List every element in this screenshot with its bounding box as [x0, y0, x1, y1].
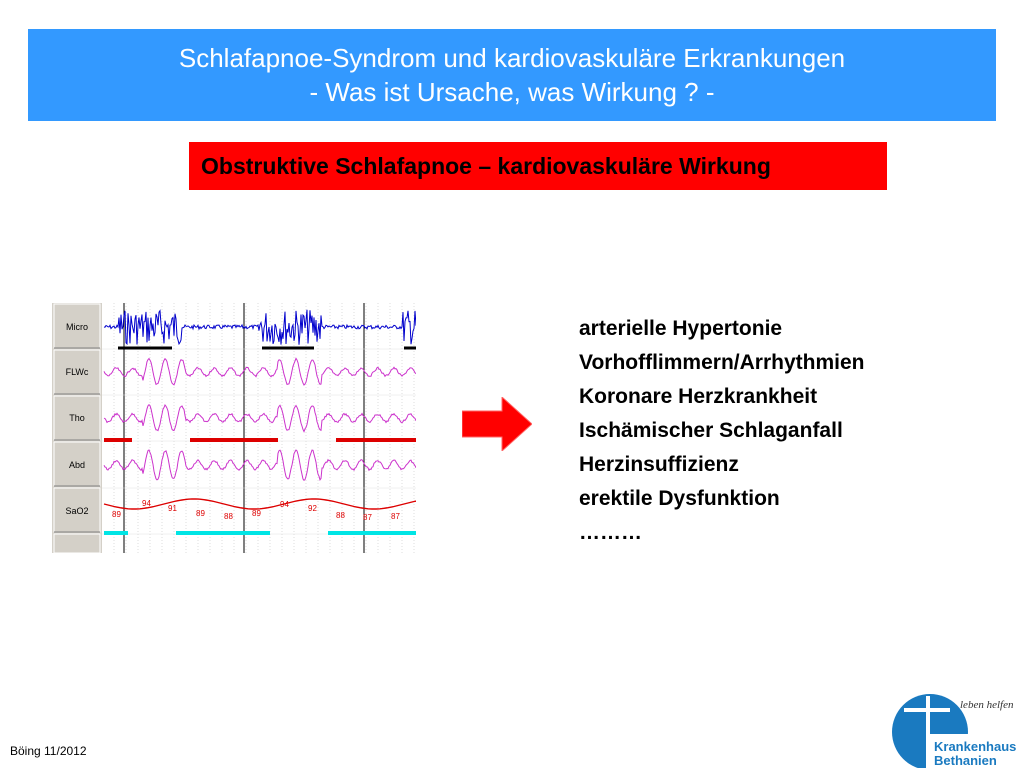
sao2-value: 92 — [308, 504, 317, 513]
sao2-value: 87 — [391, 512, 400, 521]
sao2-value: 87 — [363, 513, 372, 522]
thorax-trace — [104, 405, 416, 432]
channel-label: SaO2 — [65, 506, 89, 516]
sao2-value: 91 — [168, 504, 177, 513]
sao2-value: 88 — [336, 511, 345, 520]
list-item: Vorhofflimmern/Arrhythmien — [579, 351, 865, 374]
subtitle-banner — [189, 142, 887, 190]
channel-label: Tho — [69, 413, 85, 423]
flow-trace — [104, 358, 416, 385]
sao2-value: 89 — [112, 510, 121, 519]
polysomnography-svg — [52, 303, 416, 553]
micro-trace — [104, 310, 416, 345]
list-item: Ischämischer Schlaganfall — [579, 419, 843, 442]
right-arrow-icon — [462, 397, 532, 451]
abdomen-trace — [104, 450, 416, 480]
logo-slogan: leben helfen — [960, 699, 1014, 711]
channel-label: Micro — [66, 322, 88, 332]
sao2-value: 94 — [142, 499, 151, 508]
subtitle-text: Obstruktive Schlafapnoe – kardiovaskuläre Wirkung — [201, 152, 771, 179]
list-item: Koronare Herzkrankheit — [579, 385, 818, 408]
sao2-value: 94 — [280, 500, 289, 509]
sao2-value: 89 — [252, 509, 261, 518]
channel-label: FLWc — [65, 367, 89, 377]
title-line-1: Schlafapnoe-Syndrom und kardiovaskuläre Erkrankungen — [178, 43, 846, 73]
logo-name-line2: Bethanien — [934, 753, 997, 768]
list-item: erektile Dysfunktion — [579, 487, 780, 510]
effects-list — [579, 312, 864, 550]
channel-label: Abd — [68, 460, 86, 470]
hospital-logo — [890, 690, 1024, 768]
sao2-value: 89 — [196, 509, 205, 518]
list-item: ……… — [579, 521, 642, 544]
channel-button — [54, 534, 100, 553]
slide-title — [28, 29, 996, 121]
logo-cross-horizontal — [904, 708, 950, 712]
polysomnography-figure — [52, 303, 416, 553]
title-line-2: - Was ist Ursache, was Wirkung ? - — [309, 77, 715, 107]
footer-author-date: Böing 11/2012 — [10, 744, 87, 758]
logo-name-line1: Krankenhaus — [934, 739, 1017, 754]
sao2-value: 88 — [224, 512, 233, 521]
list-item: Herzinsuffizienz — [579, 453, 739, 476]
list-item: arterielle Hypertonie — [579, 317, 783, 340]
